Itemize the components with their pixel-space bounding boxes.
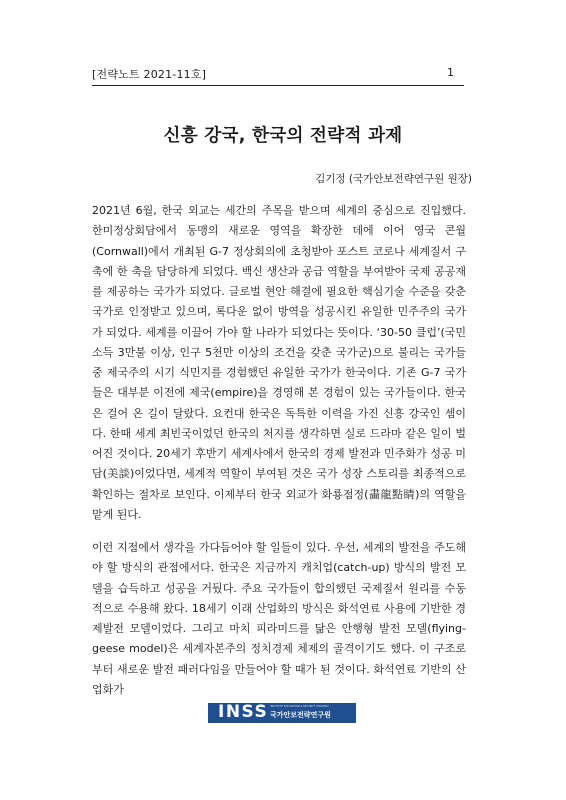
body-paragraph: 2021년 6월, 한국 외교는 세간의 주목을 받으며 세계의 중심으로 진입했다. 한미정상회담에서 동맹의 새로운 영역을 확장한 데에 이어 영국 콘월(Cornwall)에서 개최된 G-7 정상회의에 초청받아 포스트 코로나 세계질서 구축에 한 축을 담당하게 되었다. 백신 생산과 공급 역할을 부여받아 국제 공공재를 제공하는 국가가 되었다. 글로벌 현안 해결에 필요한 핵심기술 수준을 갖춘 국가로 인정받고 있으며, 록다운 없이 방역을 성공시킨 유일한 민주주의 국가가 되었다. 세계를 이끌어 가야 할 나라가 되었다는 뜻이다. ‘30-50 클럽’(국민소득 3만불 이상, 인구 5천만 이상의 조건을 갖춘 국가군)으로 불리는 국가들 중 제국주의 시기 식민지를 경험했던 유일한 국가가 한국이다. 기존 G-7 국가들은 대부분 이전에 제국(empire)을 경영해 본 경험이 있는 국가들이다. 한국은 걸어 온 길이 달랐다. 요컨대 한국은 독특한 이력을 가진 신흥 강국인 셈이다. 한때 세계 최빈국이었던 한국의 처지를 생각하면 실로 드라마 같은 일이 벌어진 것이다. 20세기 후반기 세계사에서 한국의 경제 발전과 민주화가 성공 미담(美談)이었다면, 세계적 역할이 부여된 것은 국가 성장 스토리를 최종적으로 확인하는 절차로 보인다. 이제부터 한국 외교가 화룡점정(畵龍點睛)의 역할을 맡게 된다. [92,204,466,521]
body-paragraph: 이런 지점에서 생각을 가다듬어야 할 일들이 있다. 우선, 세계의 발전을 주도해야 할 방식의 관점에서다. 한국은 지금까지 캐치업(catch-up) 방식의 발전 모델을 습득하고 성공을 거뒀다. 주요 국가들이 합의했던 국제질서 원리를 수동적으로 수용해 왔다. 18세기 이래 산업화의 방식은 화석연료 사용에 기반한 경제발전 모델이었다. 그리고 마치 피라미드를 닮은 안행형 발전 모델(flying-geese model)은 세계자본주의 정치경제 체제의 골격이기도 했다. 이 구조로부터 새로운 발전 패러다임을 만들어야 할 때가 된 것이다. 화석연료 기반의 산업화가 [92,541,466,696]
header-divider [92,85,464,86]
series-label: [전략노트 2021-11호] [92,68,207,81]
logo-mark: INSS [218,702,269,722]
inss-logo [208,703,356,723]
page-header [92,66,464,86]
author-line: 김기정 (국가안보전략연구원 원장) [315,173,472,185]
logo-name: 국가안보전략연구원 [270,711,331,719]
logo-subtitle: INSTITUTE FOR NATIONAL SECURITY STRATEGY [270,705,329,708]
document-title: 신흥 강국, 한국의 전략적 과제 [163,126,403,146]
page-number: 1 [447,66,454,79]
